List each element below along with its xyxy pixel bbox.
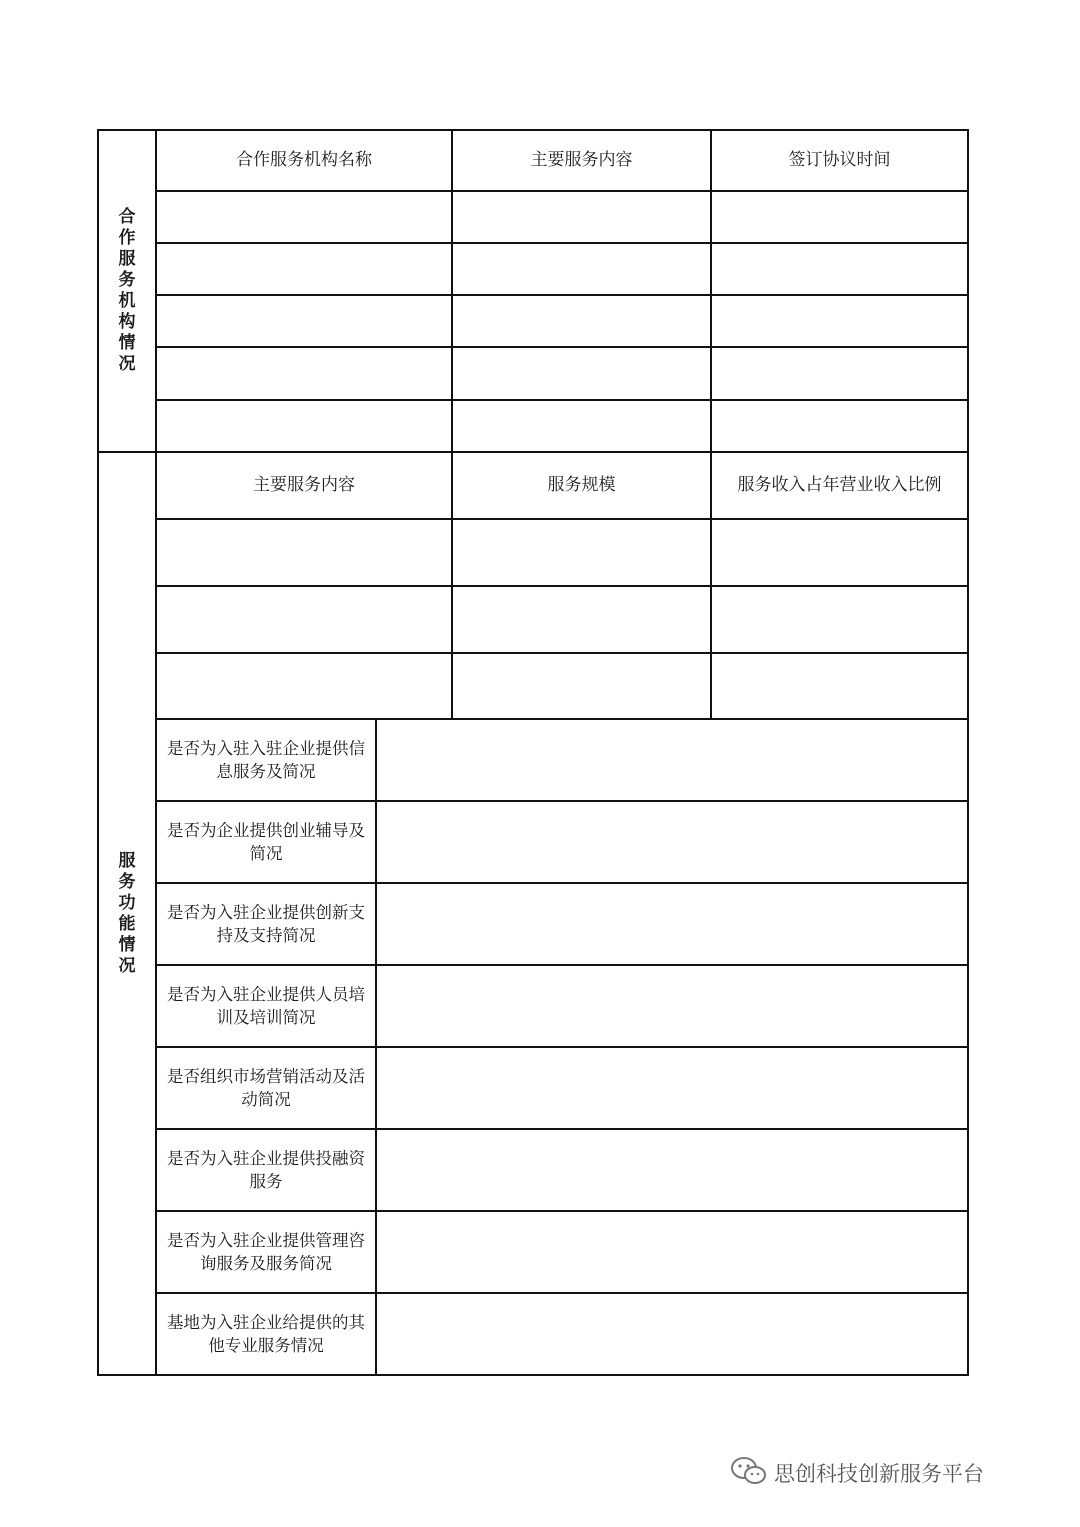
question-label [157,884,375,964]
question-label [157,802,375,882]
row-divider [155,399,967,401]
row-divider [155,652,967,654]
question-text: 是否为企业提供创业辅导及简况 [167,821,365,863]
section1-label-cell [99,131,155,451]
question-text: 是否为入驻企业提供人员培训及培训简况 [167,985,365,1027]
row-divider [155,190,967,192]
question-label [157,1212,375,1292]
header-label: 主要服务内容 [253,475,355,495]
section1-title: 合作服务机构情况 [118,207,136,374]
question-label [157,966,375,1046]
header-label: 主要服务内容 [530,150,633,170]
row-divider [155,346,967,348]
header-label: 服务规模 [547,475,616,495]
row-divider [155,585,967,587]
row-divider [155,242,967,244]
header-revenue-ratio [712,453,967,518]
question-label [157,1130,375,1210]
section2-title: 服务功能情况 [118,850,136,976]
header-org-name [157,131,451,190]
footer-brand: 思创科技创新服务平台 [774,1462,984,1486]
question-text: 基地为入驻企业给提供的其他专业服务情况 [167,1313,365,1355]
header-service-scale [453,453,710,518]
divider [451,131,453,718]
header-agreement-date [712,131,967,190]
question-text: 是否为入驻入驻企业提供信息服务及简况 [167,739,365,781]
header-service-content [453,131,710,190]
wechat-icon [730,1456,774,1491]
question-label [157,720,375,800]
question-text: 是否为入驻企业提供创新支持及支持简况 [167,903,365,945]
question-label [157,1294,375,1374]
divider [710,131,712,718]
row-divider [155,294,967,296]
header-label: 签订协议时间 [788,150,891,170]
header-main-service [157,453,451,518]
service-form-table [97,129,969,1376]
question-text: 是否为入驻企业提供投融资服务 [167,1149,365,1191]
header-label: 服务收入占年营业收入比例 [737,475,942,495]
question-text: 是否组织市场营销活动及活动简况 [167,1067,365,1109]
footer-watermark [730,1458,1060,1488]
question-label [157,1048,375,1128]
row-divider [155,518,967,520]
header-label: 合作服务机构名称 [236,150,372,170]
section2-label-cell [99,453,155,1374]
question-text: 是否为入驻企业提供管理咨询服务及服务简况 [167,1231,365,1273]
